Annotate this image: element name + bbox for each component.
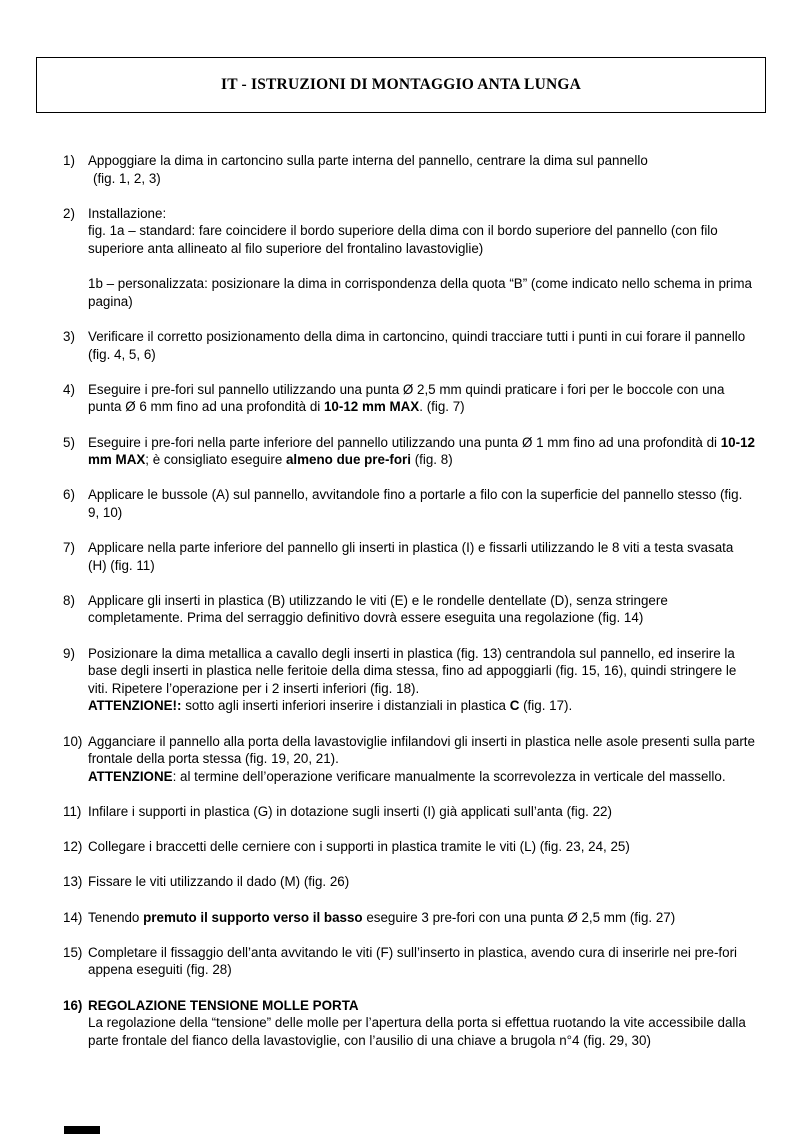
text-segment: ATTENZIONE!: bbox=[88, 698, 182, 714]
instruction-item bbox=[63, 733, 755, 786]
instruction-number: 2) bbox=[63, 205, 75, 221]
text-segment: 10-12 mm MAX bbox=[88, 434, 755, 468]
text-segment: REGOLAZIONE TENSIONE MOLLE PORTA bbox=[88, 997, 359, 1013]
text-segment: . (fig. 7) bbox=[419, 399, 465, 415]
text-segment: almeno due pre-fori bbox=[285, 452, 411, 468]
text-segment: Agganciare il pannello alla porta della lavastoviglie infilandovi gli inserti in plastica nelle asole presenti sulla parte frontale della porta stessa (fig. 19, 20, 21). bbox=[88, 733, 755, 767]
instruction-text bbox=[88, 434, 755, 469]
instruction-number: 13) bbox=[63, 874, 83, 890]
instruction-item bbox=[63, 838, 755, 856]
instruction-text bbox=[88, 838, 755, 856]
instruction-text bbox=[88, 733, 755, 786]
text-segment: sotto agli inserti inferiori inserire i distanziali in plastica bbox=[181, 698, 510, 714]
instruction-item bbox=[63, 803, 755, 821]
text-segment: ATTENZIONE bbox=[88, 768, 173, 784]
instruction-number: 7) bbox=[63, 540, 75, 556]
text-segment: Collegare i braccetti delle cerniere con i supporti in plastica tramite le viti (L) (fig. 23, 24, 25) bbox=[88, 839, 630, 855]
instruction-paragraph bbox=[88, 486, 755, 521]
instruction-number: 11) bbox=[63, 803, 82, 819]
title-box bbox=[36, 57, 766, 113]
instruction-number: 4) bbox=[63, 381, 75, 397]
instruction-number: 3) bbox=[63, 328, 75, 344]
instruction-item bbox=[63, 645, 755, 715]
instruction-text bbox=[88, 592, 755, 627]
instruction-text bbox=[88, 486, 755, 521]
text-segment: Eseguire i pre-fori nella parte inferiore del pannello utilizzando una punta Ø 1 mm fino ad una profondità di bbox=[88, 434, 721, 450]
instruction-paragraph bbox=[88, 170, 755, 188]
instruction-paragraph bbox=[88, 434, 755, 469]
instruction-number: 1) bbox=[63, 153, 75, 168]
instruction-text bbox=[88, 645, 755, 715]
instruction-paragraph bbox=[88, 592, 755, 627]
instruction-text bbox=[88, 944, 755, 979]
text-segment: Applicare nella parte inferiore del pannello gli inserti in plastica (I) e fissarli utilizzando le 8 viti a testa svasata (H) (fig. 11) bbox=[88, 540, 734, 573]
text-segment: premuto il supporto verso il basso bbox=[143, 909, 363, 925]
instruction-number: 8) bbox=[63, 592, 75, 608]
bottom-edge-artifact bbox=[64, 1126, 100, 1134]
text-segment: Tenendo bbox=[88, 909, 144, 925]
instruction-text bbox=[88, 873, 755, 891]
instruction-item bbox=[63, 592, 755, 627]
text-segment: Fissare le viti utilizzando il dado (M) (fig. 26) bbox=[88, 874, 350, 890]
text-segment: : al termine dell’operazione verificare manualmente la scorrevolezza in verticale del massello. bbox=[172, 768, 726, 784]
text-segment: Completare il fissaggio dell’anta avvitando le viti (F) sull’inserto in plastica, avendo cura di inserirle nei pre-fori appena eseguiti (fig. 28) bbox=[88, 944, 738, 978]
instruction-text bbox=[88, 328, 755, 363]
instruction-item bbox=[63, 381, 755, 416]
instruction-item bbox=[63, 152, 755, 187]
instruction-number: 15) bbox=[63, 944, 83, 960]
instruction-paragraph bbox=[88, 733, 755, 768]
instruction-item bbox=[63, 328, 755, 363]
instruction-list bbox=[63, 152, 755, 1067]
instruction-paragraph bbox=[88, 697, 755, 715]
text-segment: ; è consigliato eseguire bbox=[145, 452, 286, 468]
instruction-item bbox=[63, 873, 755, 891]
instruction-text bbox=[88, 381, 755, 416]
instruction-number: 14) bbox=[63, 909, 83, 925]
text-segment: Infilare i supporti in plastica (G) in dotazione sugli inserti (I) già applicati sull’anta (fig. 22) bbox=[88, 803, 612, 819]
text-segment: (fig. 8) bbox=[410, 452, 453, 468]
text-segment: Eseguire i pre-fori sul pannello utilizzando una punta Ø 2,5 mm quindi praticare i fori per le boccole con una punta Ø 6 mm fino ad una profondità di bbox=[88, 381, 725, 415]
instruction-paragraph bbox=[88, 222, 755, 257]
instruction-paragraph bbox=[88, 1014, 755, 1049]
instruction-paragraph bbox=[88, 539, 755, 574]
instruction-paragraph bbox=[88, 645, 755, 698]
instruction-number: 10) bbox=[63, 733, 83, 749]
instruction-paragraph bbox=[88, 997, 755, 1015]
text-segment: Applicare gli inserti in plastica (B) utilizzando le viti (E) e le rondelle dentellate (D), senza stringere completamente. Prima del serraggio definitivo dovrà essere eseguita una regolazione (fig. 14) bbox=[88, 592, 668, 626]
instruction-paragraph bbox=[88, 909, 755, 927]
instruction-paragraph bbox=[88, 205, 755, 223]
instruction-item bbox=[63, 486, 755, 521]
text-segment: (fig. 1, 2, 3) bbox=[93, 170, 161, 186]
instruction-number: 9) bbox=[63, 645, 75, 661]
text-segment: Posizionare la dima metallica a cavallo degli inserti in plastica (fig. 13) centrandola sul pannello, ed inserire la base degli inserti in plastica nelle feritoie della dima stessa, fino ad appoggiarli (fig. 15, 16), quindi stringere le viti. Ripetere l’operazione per i 2 inserti inferiori (fig. 18). bbox=[88, 645, 737, 696]
instruction-item bbox=[63, 539, 755, 574]
text-segment: Verificare il corretto posizionamento della dima in cartoncino, quindi tracciare tutti i punti in cui forare il pannello (fig. 4, 5, 6) bbox=[88, 328, 746, 362]
instruction-number: 5) bbox=[63, 434, 75, 450]
instruction-paragraph bbox=[88, 768, 755, 786]
text-segment: C bbox=[509, 698, 520, 714]
instruction-paragraph bbox=[88, 328, 755, 363]
text-segment: Appoggiare la dima in cartoncino sulla parte interna del pannello, centrare la dima sul pannello bbox=[88, 153, 648, 168]
instruction-paragraph bbox=[88, 838, 755, 856]
text-segment: Installazione: bbox=[88, 205, 167, 221]
instruction-paragraph bbox=[88, 275, 755, 310]
text-segment: fig. 1a – standard: fare coincidere il bordo superiore della dima con il bordo superiore del pannello (con filo superiore anta allineato al filo superiore del frontalino lavastoviglie) bbox=[88, 223, 718, 256]
instruction-text bbox=[88, 803, 755, 821]
text-segment: 10-12 mm MAX bbox=[323, 399, 420, 415]
instruction-paragraph bbox=[88, 873, 755, 891]
instruction-number: 16) bbox=[63, 997, 83, 1013]
text-segment: eseguire 3 pre-fori con una punta Ø 2,5 mm (fig. 27) bbox=[362, 909, 676, 925]
instruction-number: 6) bbox=[63, 487, 75, 503]
instruction-item bbox=[63, 997, 755, 1050]
instruction-text bbox=[88, 205, 755, 311]
instruction-item bbox=[63, 434, 755, 469]
instruction-paragraph bbox=[88, 803, 755, 821]
instruction-item bbox=[63, 909, 755, 927]
instruction-text bbox=[88, 909, 755, 927]
text-segment: Applicare le bussole (A) sul pannello, avvitandole fino a portarle a filo con la superficie del pannello stesso (fig. 9, 10) bbox=[88, 487, 743, 520]
instruction-text bbox=[88, 152, 755, 187]
instruction-paragraph bbox=[88, 944, 755, 979]
instruction-text bbox=[88, 539, 755, 574]
instruction-paragraph bbox=[88, 152, 755, 170]
instruction-paragraph bbox=[88, 381, 755, 416]
document-title: IT - ISTRUZIONI DI MONTAGGIO ANTA LUNGA bbox=[220, 76, 582, 93]
text-segment: (fig. 17). bbox=[519, 698, 573, 714]
instruction-item bbox=[63, 205, 755, 311]
text-segment: La regolazione della “tensione” delle molle per l’apertura della porta si effettua ruotando la vite accessibile dalla parte frontale del fianco della lavastoviglie, con l’ausilio di una chiave a brugola n°4 (fig. 29, 30) bbox=[88, 1015, 746, 1048]
instruction-text bbox=[88, 997, 755, 1050]
instruction-number: 12) bbox=[63, 839, 83, 855]
text-segment: 1b – personalizzata: posizionare la dima in corrispondenza della quota “B” (come indicato nello schema in prima pagina) bbox=[88, 276, 752, 309]
instruction-item bbox=[63, 944, 755, 979]
